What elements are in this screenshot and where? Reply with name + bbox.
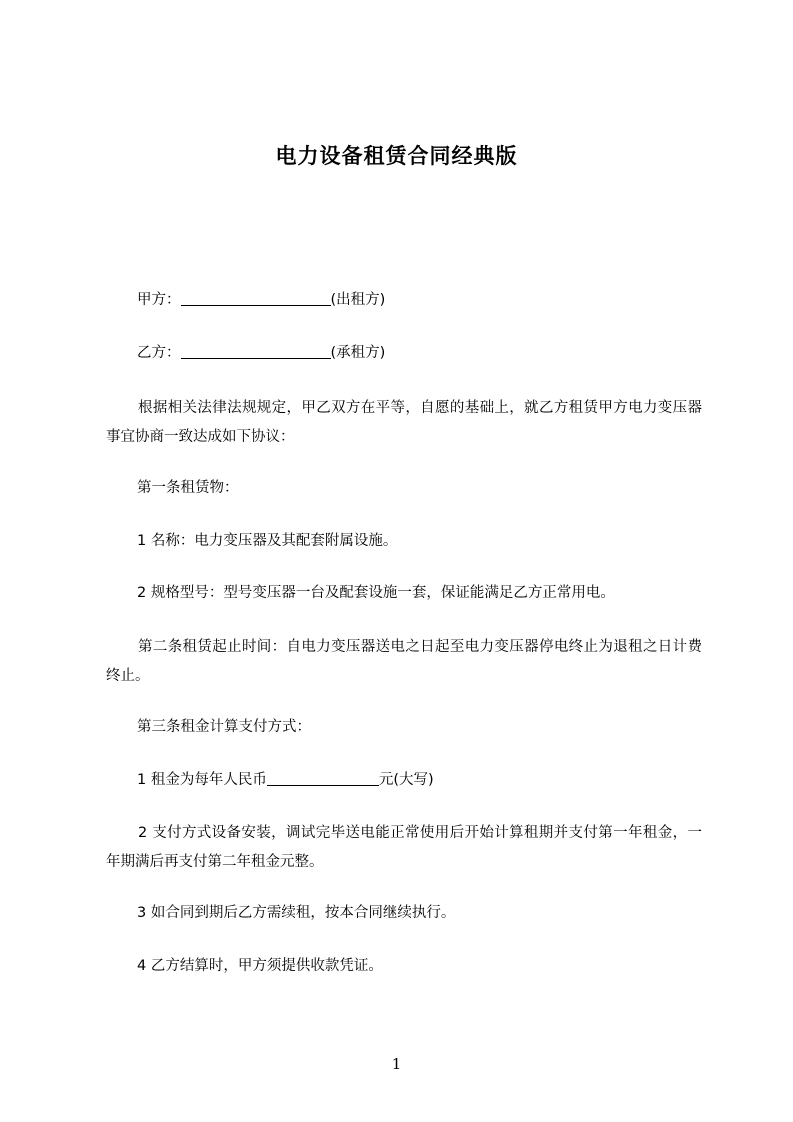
article1-item2: 2 规格型号：型号变压器一台及配套设施一套，保证能满足乙方正常用电。 <box>137 585 615 601</box>
rent-amount-suffix: 元(大写) <box>378 772 434 788</box>
preamble-paragraph: 根据相关法律法规规定，甲乙双方在平等，自愿的基础上，就乙方租赁甲方电力变压器事宜协商一致达成如下协议： <box>106 400 702 445</box>
page-number: 1 <box>391 1055 402 1073</box>
party-a-line <box>106 286 733 315</box>
rent-amount-label: 1 租金为每年人民币 <box>137 772 267 788</box>
article3-item1-line <box>106 766 733 795</box>
article2-paragraph: 第二条租赁起止时间：自电力变压器送电之日起至电力变压器停电终止为退租之日计费终止。 <box>106 639 702 684</box>
article1-item1: 1 名称：电力变压器及其配套附属设施。 <box>137 533 398 549</box>
article1-heading: 第一条租赁物： <box>137 480 239 496</box>
article3-heading: 第三条租金计算支付方式： <box>137 719 311 735</box>
party-b-line <box>106 339 733 368</box>
party-a-suffix: (出租方) <box>330 292 386 308</box>
party-a-blank <box>181 290 331 306</box>
article3-item3: 3 如合同到期后乙方需续租，按本合同继续执行。 <box>137 905 456 921</box>
party-b-blank <box>181 343 331 359</box>
party-a-label: 甲方： <box>137 292 181 308</box>
party-b-label: 乙方： <box>137 345 181 361</box>
article3-item2-paragraph: 2 支付方式设备安装，调试完毕送电能正常使用后开始计算租期并支付第一年租金，一年期满后再支付第二年租金元整。 <box>106 825 702 870</box>
party-b-suffix: (承租方) <box>330 345 386 361</box>
article3-item4: 4 乙方结算时，甲方须提供收款凭证。 <box>137 958 383 974</box>
rent-amount-blank <box>267 770 379 786</box>
document-title: 电力设备租赁合同经典版 <box>275 144 518 168</box>
